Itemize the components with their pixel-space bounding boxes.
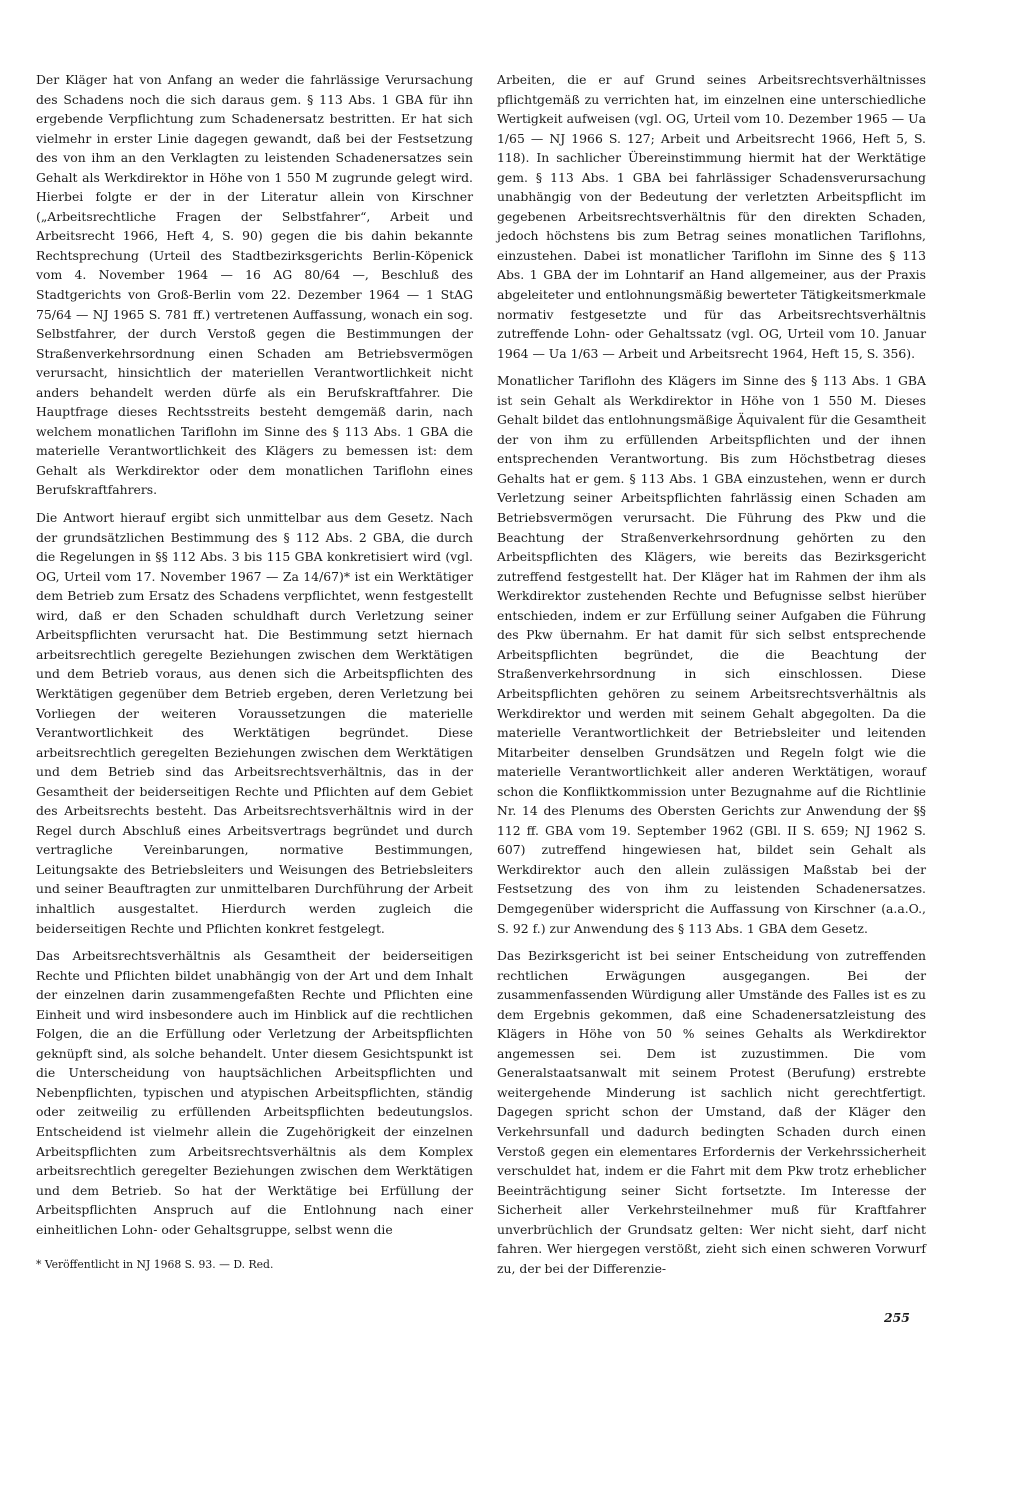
right-column (497, 70, 926, 1286)
page-number: 255 (884, 1310, 910, 1325)
paragraph: Das Bezirksgericht ist bei seiner Entscheidung von zutreffenden rechtlichen Erwägungen ausgegangen. Bei der zusammenfassenden Würdigung aller Umstände des Falles ist es zu dem Ergebnis gekommen, daß eine Schadenersatzleistung des Klägers in Höhe von 50 % seines Gehalts als Werkdirektor angemessen sei. Dem ist zuzustimmen. Die vom Generalstaatsanwalt mit seinem Protest (Berufung) erstrebte weitergehende Minderung ist sachlich nicht gerechtfertigt. Dagegen spricht schon der Umstand, daß der Kläger den Verkehrsunfall und dadurch bedingten Schaden durch einen Verstoß gegen ein elementares Erfordernis der Verkehrssicherheit verschuldet hat, indem er die Fahrt mit dem Pkw trotz erheblicher Beeinträchtigung seiner Sicht fortsetzte. Im Interesse der Sicherheit aller Verkehrsteilnehmer muß für Kraftfahrer unverbrüchlich der Grundsatz gelten: Wer nicht sieht, darf nicht fahren. Wer hiergegen verstößt, zieht sich einen schweren Vorwurf zu, der bei der Differenzie- (497, 948, 926, 1276)
paragraph: Arbeiten, die er auf Grund seines Arbeitsrechtsverhältnisses pflichtgemäß zu verrichten hat, im einzelnen eine unterschiedliche Wertigkeit aufweisen (vgl. OG, Urteil vom 10. Dezember 1965 — Ua 1/65 — NJ 1966 S. 127; Arbeit und Arbeitsrecht 1966, Heft 5, S. 118). In sachlicher Übereinstimmung hiermit hat der Werktätige gem. § 113 Abs. 1 GBA bei fahrlässiger Schadensverursachung unabhängig von der Bedeutung der verletzten Arbeitspflicht im gegebenen Arbeitsrechtsverhältnis für den direkten Schaden, jedoch höchstens bis zum Betrag seines monatlichen Tariflohns, einzustehen. Dabei ist monatlicher Tariflohn im Sinne des § 113 Abs. 1 GBA der im Lohntarif an Hand allgemeiner, aus der Praxis abgeleiteter und entlohnungsmäßig bewerteter Tätigkeitsmerkmale normativ festgesetzte und für das Arbeitsrechtsverhältnis zutreffende Lohn- oder Gehaltssatz (vgl. OG, Urteil vom 10. Januar 1964 — Ua 1/63 — Arbeit und Arbeitsrecht 1964, Heft 15, S. 356). (497, 72, 926, 361)
footnote: * Veröffentlicht in NJ 1968 S. 93. — D. Red. (36, 1258, 274, 1271)
paragraph: Monatlicher Tariflohn des Klägers im Sinne des § 113 Abs. 1 GBA ist sein Gehalt als Werkdirektor in Höhe von 1 550 M. Dieses Gehalt bildet das entlohnungsmäßige Äquivalent für die Gesamtheit der von ihm zu erfüllenden Arbeitspflichten und der ihnen entsprechenden Verantwortung. Bis zum Höchstbetrag dieses Gehalts hat er gem. § 113 Abs. 1 GBA einzustehen, wenn er durch Verletzung seiner Arbeitspflichten fahrlässig einen Schaden am Betriebsvermögen verursacht. Die Führung des Pkw und die Beachtung der Straßenverkehrsordnung gehörten zu den Arbeitspflichten des Klägers, wie bereits das Bezirksgericht zutreffend festgestellt hat. Der Kläger hat im Rahmen der ihm als Werkdirektor zustehenden Rechte und Befugnisse selbst hierüber entschieden, indem er zur Erfüllung seiner Aufgaben die Führung des Pkw übernahm. Er hat damit für sich selbst entsprechende Arbeitspflichten begründet, die die Beachtung der Straßenverkehrsordnung in sich einschlossen. Diese Arbeitspflichten gehören zu seinem Arbeitsrechtsverhältnis als Werkdirektor und werden mit seinem Gehalt abgegolten. Da die materielle Verantwortlichkeit der Betriebsleiter und leitenden Mitarbeiter denselben Grundsätzen und Regeln folgt wie die materielle Verantwortlichkeit aller anderen Werktätigen, worauf schon die Konfliktkommission unter Bezugnahme auf die Richtlinie Nr. 14 des Plenums des Obersten Gerichts zur Anwendung der §§ 112 ff. GBA vom 19. September 1962 (GBl. II S. 659; NJ 1962 S. 607) zutreffend hingewiesen hat, bildet sein Gehalt als Werkdirektor auch den allein zulässigen Maßstab bei der Festsetzung des von ihm zu leistenden Schadenersatzes. Demgegenüber widerspricht die Auffassung von Kirschner (a.a.O., S. 92 f.) zur Anwendung des § 113 Abs. 1 GBA dem Gesetz. (497, 373, 926, 936)
paragraph: Der Kläger hat von Anfang an weder die fahrlässige Verursachung des Schadens noch die sich daraus gem. § 113 Abs. 1 GBA für ihn ergebende Verpflichtung zum Schadenersatz bestritten. Er hat sich vielmehr in erster Linie dagegen gewandt, daß bei der Festsetzung des von ihm an den Verklagten zu leistenden Schadenersatzes sein Gehalt als Werkdirektor in Höhe von 1 550 M zugrunde gelegt wird. Hierbei folgte er der in der Literatur allein von Kirschner („Arbeitsrechtliche Fragen der Selbstfahrer“, Arbeit und Arbeitsrecht 1966, Heft 4, S. 90) gegen die bis dahin bekannte Rechtsprechung (Urteil des Stadtbezirksgerichts Berlin-Köpenick vom 4. November 1964 — 16 AG 80/64 —, Beschluß des Stadtgerichts von Groß-Berlin vom 22. Dezember 1964 — 1 StAG 75/64 — NJ 1965 S. 781 ff.) vertretenen Auffassung, wonach ein sog. Selbstfahrer, der durch Verstoß gegen die Bestimmungen der Straßenverkehrsordnung einen Schaden am Betriebsvermögen verursacht, hinsichtlich der materiellen Verantwortlichkeit nicht anders behandelt werden dürfe als ein Berufskraftfahrer. Die Hauptfrage dieses Rechtsstreits besteht demgemäß darin, nach welchem monatlichen Tariflohn im Sinne des § 113 Abs. 1 GBA die materielle Verantwortlichkeit des Klägers zu bemessen ist: dem Gehalt als Werkdirektor oder dem monatlichen Tariflohn eines Berufskraftfahrers. (36, 72, 473, 498)
paragraph: Das Arbeitsrechtsverhältnis als Gesamtheit der beiderseitigen Rechte und Pflichten bildet unabhängig von der Art und dem Inhalt der einzelnen darin zusammengefaßten Rechte und Pflichten eine Einheit und wird insbesondere auch im Hinblick auf die rechtlichen Folgen, die an die Erfüllung oder Verletzung der Arbeitspflichten geknüpft sind, als solche behandelt. Unter diesem Gesichtspunkt ist die Unterscheidung von hauptsächlichen Arbeitspflichten und Nebenpflichten, typischen und atypischen Arbeitspflichten, ständig oder zeitweilig zu erfüllenden Arbeitspflichten bedeutungslos. Entscheidend ist vielmehr allein die Zugehörigkeit der einzelnen Arbeitspflichten zum Arbeitsrechtsverhältnis als dem Komplex arbeitsrechtlich geregelter Beziehungen zwischen dem Werktätigen und dem Betrieb. So hat der Werktätige bei Erfüllung der Arbeitspflichten Anspruch auf die Entlohnung nach einer einheitlichen Lohn- oder Gehaltsgruppe, selbst wenn die (36, 948, 473, 1237)
paragraph: Die Antwort hierauf ergibt sich unmittelbar aus dem Gesetz. Nach der grundsätzlichen Bestimmung des § 112 Abs. 2 GBA, die durch die Regelungen in §§ 112 Abs. 3 bis 115 GBA konkretisiert wird (vgl. OG, Urteil vom 17. November 1967 — Za 14/67)* ist ein Werktätiger dem Betrieb zum Ersatz des Schadens verpflichtet, wenn festgestellt wird, daß er den Schaden schuldhaft durch Verletzung seiner Arbeitspflichten verursacht hat. Die Bestimmung setzt hiernach arbeitsrechtlich geregelte Beziehungen zwischen dem Werktätigen und dem Betrieb voraus, aus denen sich die Arbeitspflichten des Werktätigen gegenüber dem Betrieb ergeben, deren Verletzung bei Vorliegen der weiteren Voraussetzungen die materielle Verantwortlichkeit des Werktätigen begründet. Diese arbeitsrechtlich geregelten Beziehungen zwischen dem Werktätigen und dem Betrieb sind das Arbeitsrechtsverhältnis, das in der Gesamtheit der beiderseitigen Rechte und Pflichten auf dem Gebiet des Arbeitsrechts besteht. Das Arbeitsrechtsverhältnis wird in der Regel durch Abschluß eines Arbeitsvertrags begründet und durch vertragliche Vereinbarungen, normative Bestimmungen, Leitungsakte des Betriebsleiters und Weisungen des Betriebsleiters und seiner Beauftragten zur unmittelbaren Durchführung der Arbeit inhaltlich ausgestaltet. Hierdurch werden zugleich die beiderseitigen Rechte und Pflichten konkret festgelegt. (36, 510, 473, 936)
left-column (36, 70, 473, 1247)
